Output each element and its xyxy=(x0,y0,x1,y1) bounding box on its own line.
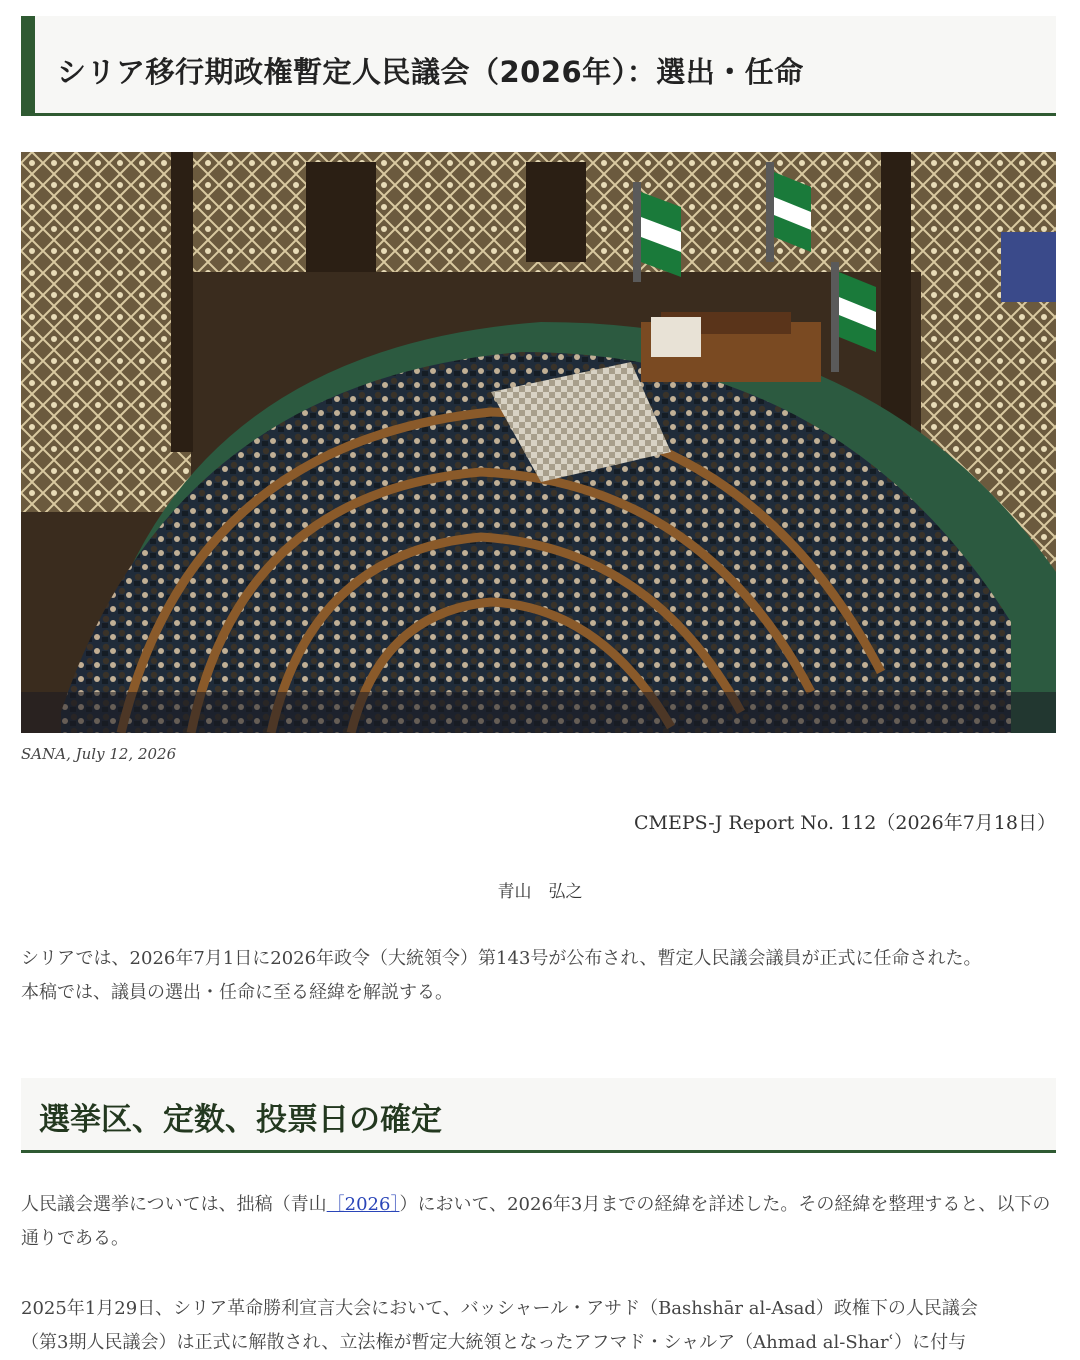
section-heading-box xyxy=(21,1078,1056,1153)
intro-line-1: シリアでは、2026年7月1日に2026年政令（大統領令）第143号が公布され、暫定人民議会議員が正式に任命された。 xyxy=(21,948,982,969)
paragraph-text-after-citation: ）において、2026年3月までの経緯を詳述した。その経緯を整理すると、以下の通りである。 xyxy=(21,1194,1051,1249)
intro-paragraph xyxy=(21,942,1056,1010)
author-name: 青山 弘之 xyxy=(497,882,583,902)
paragraph-text-before-citation: 人民議会選挙については、拙稿（青山 xyxy=(21,1194,327,1215)
photo-caption: SANA, July 12, 2026 xyxy=(21,745,177,763)
section-heading: 選挙区、定数、投票日の確定 xyxy=(39,1102,442,1138)
section-paragraph-1 xyxy=(21,1188,1056,1256)
page-title: シリア移行期政権暫定人民議会（2026年）：選出・任命 xyxy=(57,55,804,89)
paragraph-2-line-1: 2025年1月29日、シリア革命勝利宣言大会において、バッシャール・アサド（Bashshār al-Asad）政権下の人民議会 xyxy=(21,1298,978,1319)
title-banner xyxy=(21,16,1056,116)
citation-link[interactable]: ［2026］ xyxy=(326,1194,400,1215)
paragraph-2-line-2: （第3期人民議会）は正式に解散され、立法権が暫定大統領となったアフマド・シャルア（Ahmad al-Sharʿ）に付与 xyxy=(21,1332,967,1353)
intro-line-2: 本稿では、議員の選出・任命に至る経緯を解説する。 xyxy=(21,982,453,1003)
parliament-photo xyxy=(21,152,1056,733)
report-number: CMEPS-J Report No. 112（2026年7月18日） xyxy=(633,812,1056,834)
